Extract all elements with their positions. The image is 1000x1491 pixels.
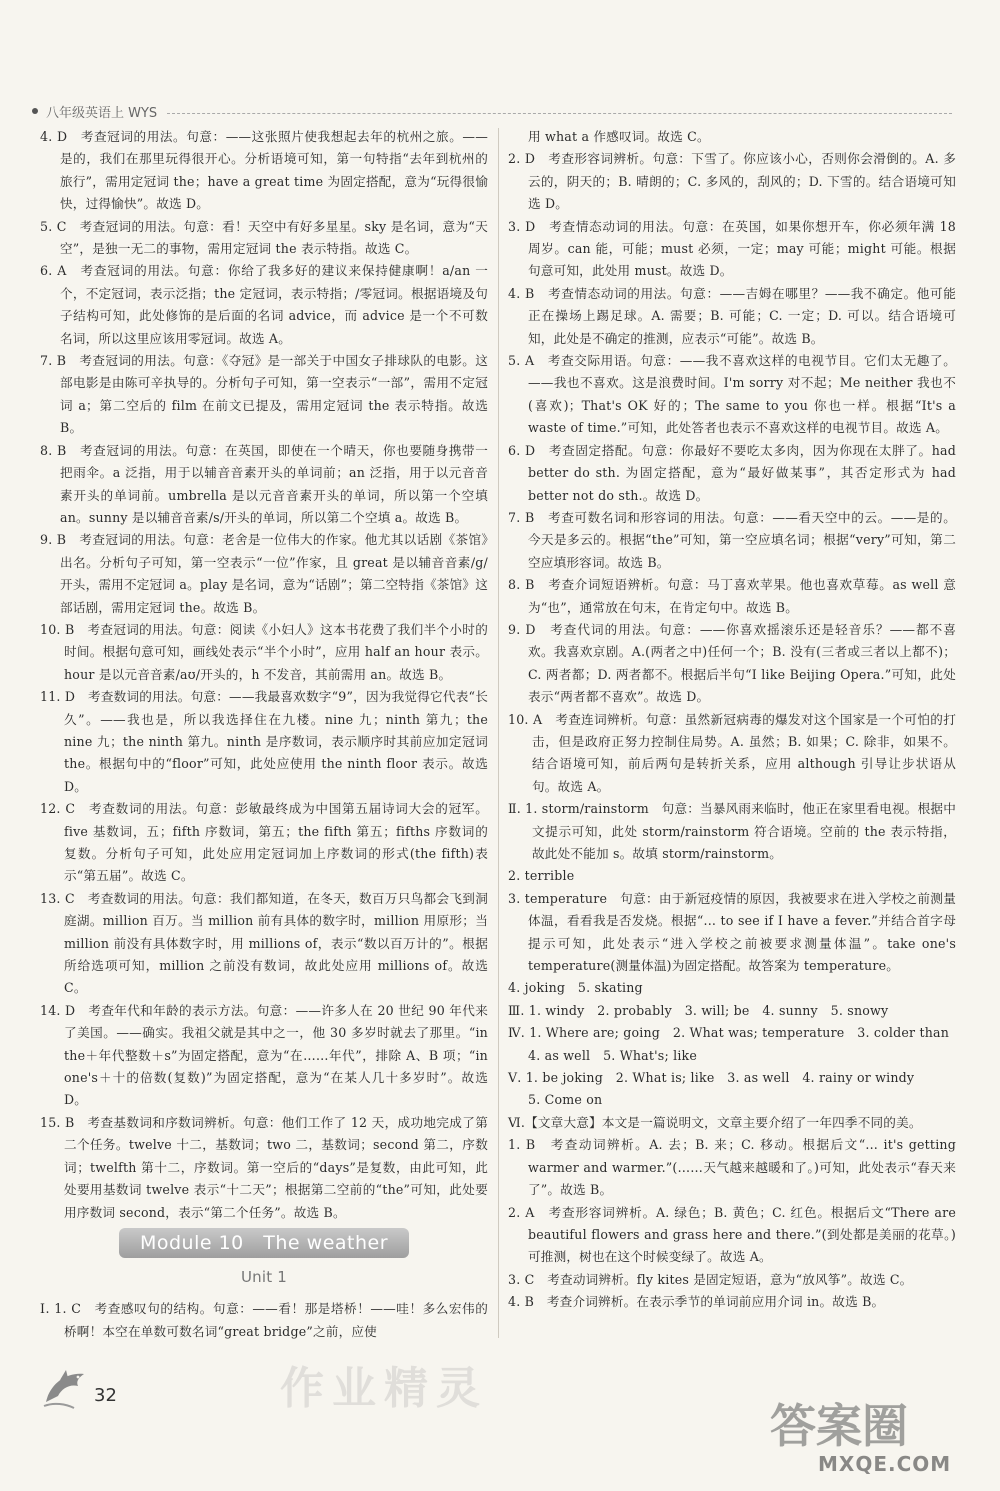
answer-item: 14. D 考查年代和年龄的表示方法。句意：——许多人在 20 世纪 90 年代来了美国。——确实。我祖父就是其中之一，他 30 多岁时就去了那里。“in the＋年代整数＋s”为固定搭配，意为“在……年代”，排除 A、B 项；“in one's＋十的倍数(复数)”为固定搭配，意为“在某人几十多岁时”。故选 D。 <box>40 1002 488 1108</box>
answer-item: 10. B 考查冠词的用法。句意：阅读《小妇人》这本书花费了我们半个小时的时间。根据句意可知，画线处表示“半个小时”，应用 half an hour 表示。hour 是以元音音素/aʊ/开头的，h 不发音，其前需用 an。故选 B。 <box>40 621 488 682</box>
answer-item: 11. D 考查数词的用法。句意：——我最喜欢数字“9”，因为我觉得它代表“长久”。——我也是，所以我选择住在九楼。nine 九；ninth 第九；the nine 九；the ninth 第九。ninth 是序数词，表示顺序时其前应加定冠词 the。根据句中的“floor”可知，此处应使用 the ninth floor 表示。故选 D。 <box>40 689 488 794</box>
answer-item: 8. B 考查冠词的用法。句意：在英国，即使在一个晴天，你也要随身携带一把雨伞。a 泛指，用于以辅音音素开头的单词前；an 泛指，用于以元音音素开头的单词前。umbrella 是以元音音素开头的单词，所以第一个空填 an。sunny 是以辅音音素/s/开头的单词，所以第二个空填 a。故选 B。 <box>40 442 488 525</box>
answer-item: 6. A 考查冠词的用法。句意：你给了我多好的建议来保持健康啊！a/an 一个，不定冠词，表示泛指；the 定冠词，表示特指；/零冠词。根据语境及句子结构可知，此处修饰的是后面的名词 advice，而 advice 是一个不可数名词，所以这里应该用零冠词。故选 A。 <box>40 263 488 346</box>
answer-item: 10. A 考查连词辨析。句意：虽然新冠病毒的爆发对这个国家是一个可怕的打击，但是政府正努力控制住局势。A. 虽然；B. 如果；C. 除非，如果不。结合语境可知，前后两句是转折关系，应用 although 引导让步状语从句。故选 A。 <box>508 711 956 794</box>
section-4-answers: 4. as well 5. What's; like <box>528 1047 698 1063</box>
module-banner: Module 10 The weather <box>119 1228 409 1258</box>
section-5-answers: 5. Come on <box>528 1092 603 1108</box>
page-number: 32 <box>94 1385 117 1406</box>
answer-item: 15. B 考查基数词和序数词辨析。句意：他们工作了 12 天，成功地完成了第二个任务。twelve 十二，基数词；two 二，基数词；second 第二，序数词；twelfth 第十二，序数词。第一空后的“days”是复数，由此可知，此处要用基数词 twelve 表示“十二天”；根据第二空前的“the”可知，此处要用序数词 second，表示“第二个任务”。故选 B。 <box>40 1114 488 1220</box>
answer-item: 4. B 考查情态动词的用法。句意：——吉姆在哪里？——我不确定。他可能正在操场上踢足球。A. 需要；B. 可能；C. 一定；D. 可以。结合语境可知，此处是不确定的推测，应表示“可能”。故选 B。 <box>508 285 956 346</box>
section-6-item: 4. B 考查介词辨析。在表示季节的单词前应用介词 in。故选 B。 <box>508 1294 885 1310</box>
watermark-text: 作业精灵 <box>280 1363 488 1414</box>
section-3-answers: Ⅲ. 1. windy 2. probably 3. will; be 4. sunny 5. snowy <box>508 1002 889 1018</box>
section-6-item: 1. B 考查动词辨析。A. 去；B. 来；C. 移动。根据后文“... it's getting warmer and warmer.”(……天气越来越暖和了。)可知，此处表示“春天来了”。故选 B。 <box>508 1137 956 1198</box>
answer-item: 4. D 考查冠词的用法。句意：——这张照片使我想起去年的杭州之旅。——是的，我们在那里玩得很开心。分析语境可知，第一句特指“去年到杭州的旅行”，需用定冠词 the；have a great time 为固定搭配，意为“玩得很愉快，过得愉快”。故选 D。 <box>40 129 488 212</box>
answer-item: 2. D 考查形容词辨析。句意：下雪了。你应该小心，否则你会滑倒的。A. 多云的，阴天的；B. 晴朗的；C. 多风的，刮风的；D. 下雪的。结合语境可知选 D。 <box>508 151 956 212</box>
page-footer <box>40 1362 117 1410</box>
column-divider <box>498 128 499 1338</box>
answer-item: 12. C 考查数词的用法。句意：彭敏最终成为中国第五届诗词大会的冠军。five 基数词，五；fifth 序数词，第五；the fifth 第五；fifths 序数词的复数。分析句子可知，此处应用定冠词加上序数词的形式(the fifth)表示“第五届”。故选 C。 <box>40 801 488 884</box>
book-title: 八年级英语上 WYS <box>46 105 158 121</box>
answer-item: 9. B 考查冠词的用法。句意：老舍是一位伟大的作家。他尤其以话剧《茶馆》出名。分析句子可知，第一空表示“一位”作家，且 great 是以辅音音素/g/开头，需用不定冠词 a。play 是名词，意为“话剧”；第二空特指《茶馆》这部话剧，需用定冠词 the。故选 B。 <box>40 532 488 615</box>
bullet-icon <box>32 108 38 114</box>
answer-item: 6. D 考查固定搭配。句意：你最好不要吃太多肉，因为你现在太胖了。had better do sth. 为固定搭配，意为“最好做某事”，其否定形式为 had better not do sth.。故选 D。 <box>508 442 956 503</box>
left-column <box>40 126 488 1343</box>
watermark-logo: 答案圈 <box>770 1399 908 1453</box>
answer-item: 13. C 考查数词的用法。句意：我们都知道，在冬天，数百万只鸟都会飞到洞庭湖。million 百万。当 million 前有具体的数字时，million 用原形；当 million 前没有具体数字时，用 millions of，表示“数以百万计的”。根据所给选项可知，million 之前没有数词，故此处应用 millions of。故选 C。 <box>40 890 488 996</box>
answer-item: 5. C 考查冠词的用法。句意：看！天空中有好多星星。sky 是名词，意为“天空”，是独一无二的事物，需用定冠词 the 表示特指。故选 C。 <box>40 218 488 257</box>
section-2-item: 2. terrible <box>508 868 575 884</box>
answer-continuation: 用 what a 作感叹词。故选 C。 <box>528 129 710 144</box>
section-6-item: 3. C 考查动词辨析。fly kites 是固定短语，意为“放风筝”。故选 C。 <box>508 1271 913 1287</box>
section-2-item: 3. temperature 句意：由于新冠疫情的原因，我被要求在进入学校之前测量体温，看看我是否发烧。根据“... to see if I have a fever.”并结合首字母提示可知，此处表示“进入学校之前被要求测量体温”。take one's temperature(测量体温)为固定搭配。故答案为 temperature。 <box>508 890 956 974</box>
section-5-answers: Ⅴ. 1. be joking 2. What is; like 3. as well 4. rainy or windy <box>508 1070 915 1086</box>
section-4-answers: Ⅳ. 1. Where are; going 2. What was; temperature 3. colder than <box>508 1025 950 1041</box>
unit-title: Unit 1 <box>240 1267 288 1286</box>
answer-item: 7. B 考查可数名词和形容词的用法。句意：——看天空中的云。——是的。今天是多云的。根据“the”可知，第一空应填名词；根据“very”可知，第二空应填形容词。故选 B。 <box>508 509 956 570</box>
section-6-summary: Ⅵ.【文章大意】本文是一篇说明文，文章主要介绍了一年四季不同的美。 <box>508 1114 922 1130</box>
section-2-item: Ⅱ. 1. storm/rainstorm 句意：当暴风雨来临时，他正在家里看电视。根据中文提示可知，此处 storm/rainstorm 符合语境。空前的 the 表示特指，故此处不能加 s。故填 storm/rainstorm。 <box>508 801 956 861</box>
answer-item: 7. B 考查冠词的用法。句意：《夺冠》是一部关于中国女子排球队的电影。这部电影是由陈可辛执导的。分析句子可知，第一空表示“一部”，需用不定冠词 a；第二空后的 film 在前文已提及，需用定冠词 the 表示特指。故选 B。 <box>40 353 488 436</box>
answer-item: 9. D 考查代词的用法。句意：——你喜欢摇滚乐还是轻音乐？——都不喜欢。我喜欢京剧。A.(两者之中)任何一个；B. 没有(三者或三者以上都不)；C. 两者都；D. 两者都不。根据后半句“I like Beijing Opera.”可知，此处表示“两者都不喜欢”。故选 D。 <box>508 621 956 705</box>
answer-item: 8. B 考查介词短语辨析。句意：马丁喜欢苹果。他也喜欢草莓。as well 意为“也”，通常放在句末，在肯定句中。故选 B。 <box>508 577 956 615</box>
section-2-item: 4. joking 5. skating <box>508 980 643 996</box>
watermark-url: MXQE.COM <box>818 1452 952 1476</box>
answer-item: 3. D 考查情态动词的用法。句意：在英国，如果你想开车，你必须年满 18 周岁。can 能，可能；must 必须，一定；may 可能；might 可能。根据句意可知，此处用 must。故选 D。 <box>508 218 956 279</box>
right-column <box>508 126 956 1314</box>
running-header <box>32 100 952 122</box>
answer-item: Ⅰ. 1. C 考查感叹句的结构。句意：——看！那是塔桥！——哇！多么宏伟的桥啊！本空在单数可数名词“great bridge”之前，应使 <box>40 1301 488 1339</box>
section-6-item: 2. A 考查形容词辨析。A. 绿色；B. 黄色；C. 红色。根据后文“There are beautiful flowers and grass here and there.”(到处都是美丽的花草。)可推测，树也在这个时候变绿了。故选 A。 <box>508 1204 956 1265</box>
dolphin-icon <box>40 1362 92 1410</box>
header-rule <box>167 113 952 114</box>
answer-item: 5. A 考查交际用语。句意：——我不喜欢这样的电视节目。它们太无趣了。——我也不喜欢。这是浪费时间。I'm sorry 对不起；Me neither 我也不(喜欢)；That's OK 好的；The same to you 你也一样。根据“It's a waste of time.”可知，此处答者也表示不喜欢这样的电视节目。故选 A。 <box>508 353 956 436</box>
